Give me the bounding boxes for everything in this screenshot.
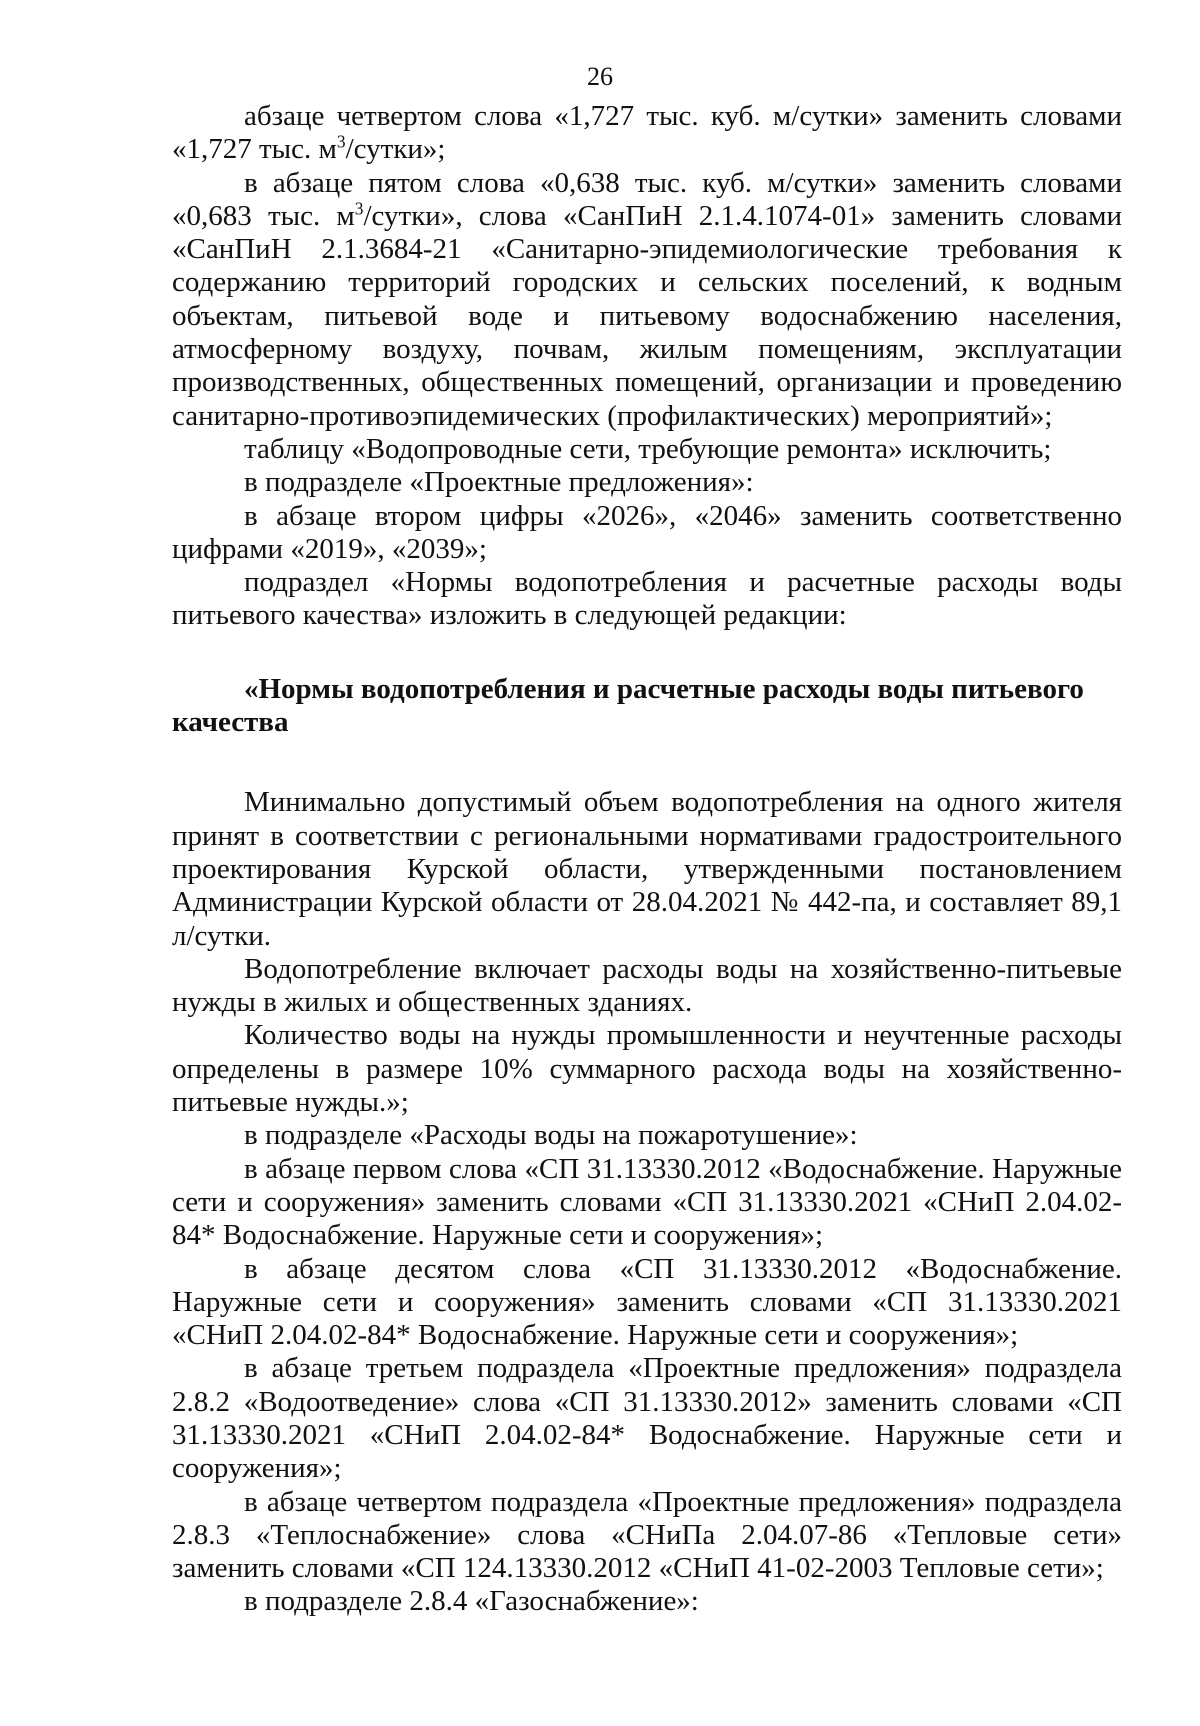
paragraph-12: в абзаце десятом слова «СП 31.13330.2012 «Водоснабжение. Наружные сети и сооружения» заменить словами «СП 31.13330.2021 «СНиП 2.04.02-84* Водоснабжение. Наружные сети и сооружения»; [172, 1252, 1122, 1352]
paragraph-1-tail: /сутки»; [345, 133, 446, 166]
superscript-3: 3 [336, 131, 346, 152]
paragraph-8: Водопотребление включает расходы воды на хозяйственно-питьевые нужды в жилых и общественных зданиях. [172, 952, 1122, 1019]
paragraph-3: таблицу «Водопроводные сети, требующие ремонта» исключить; [244, 432, 1052, 465]
paragraph-7: Минимально допустимый объем водопотребления на одного жителя принят в соответствии с региональными нормативами градостроительного проектирования Курской области, утвержденными постановлением Администрации Курской области от 28.04.2021 № 442-па, и составляет 89,1 л/сутки. [172, 786, 1122, 952]
paragraph-2-tail: /сутки», слова «СанПиН 2.1.4.1074-01» заменить словами «СанПиН 2.1.3684-21 «Санитарно-эпидемиологические требования к содержанию территорий городских и сельских поселений, к водным объектам, питьевой воде и питьевому водоснабжению населения, атмосферному воздуху, почвам, жилым помещениям, эксплуатации производственных, общественных помещений, организации и проведению санитарно-противоэпидемических (профилактических) мероприятий»; [172, 199, 1122, 432]
paragraph-15: в подразделе 2.8.4 «Газоснабжение»: [244, 1585, 699, 1618]
paragraph-9: Количество воды на нужды промышленности и неучтенные расходы определены в размере 10% суммарного расхода воды на хозяйственно-питьевые нужды.»; [172, 1019, 1122, 1119]
paragraph-10: в подразделе «Расходы воды на пожаротушение»: [244, 1119, 858, 1152]
paragraph-6: подраздел «Нормы водопотребления и расчетные расходы воды питьевого качества» изложить в следующей редакции: [172, 566, 1122, 632]
superscript-3: 3 [354, 198, 364, 219]
paragraph-1 [172, 100, 1122, 167]
page-number: 26 [587, 62, 613, 91]
paragraph-13: в абзаце третьем подраздела «Проектные предложения» подраздела 2.8.2 «Водоотведение» слова «СП 31.13330.2012» заменить словами «СП 31.13330.2021 «СНиП 2.04.02-84* Водоснабжение. Наружные сети и сооружения»; [172, 1352, 1122, 1485]
paragraph-11: в абзаце первом слова «СП 31.13330.2012 «Водоснабжение. Наружные сети и сооружения» заменить словами «СП 31.13330.2021 «СНиП 2.04.02-84* Водоснабжение. Наружные сети и сооружения»; [172, 1152, 1122, 1252]
paragraph-14: в абзаце четвертом подраздела «Проектные предложения» подраздела 2.8.3 «Теплоснабжение» слова «СНиПа 2.04.07-86 «Тепловые сети» заменить словами «СП 124.13330.2012 «СНиП 41-02-2003 Тепловые сети»; [172, 1485, 1122, 1585]
paragraph-2-text: в абзаце пятом слова «0,638 тыс. куб. м/сутки» заменить словами «0,683 тыс. м [172, 166, 1122, 232]
paragraph-2 [172, 167, 1122, 433]
document-body [172, 100, 1122, 1619]
section-heading: «Нормы водопотребления и расчетные расходы воды питьевого качества [172, 672, 1084, 739]
paragraph-4: в подразделе «Проектные предложения»: [244, 466, 754, 499]
paragraph-5: в абзаце втором цифры «2026», «2046» заменить соответственно цифрами «2019», «2039»; [172, 499, 1122, 565]
paragraph-1-text: абзаце четвертом слова «1,727 тыс. куб. м/сутки» заменить словами «1,727 тыс. м [172, 100, 1122, 166]
